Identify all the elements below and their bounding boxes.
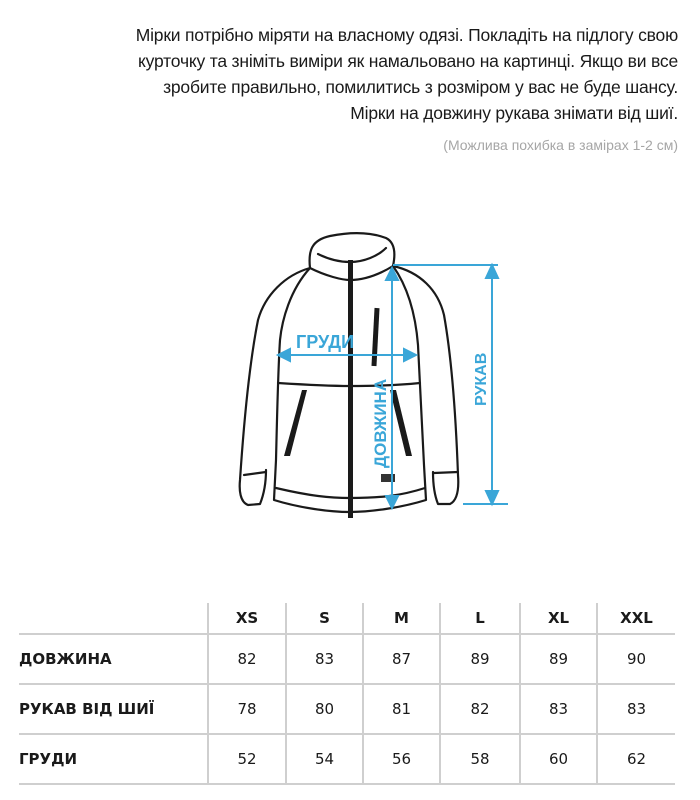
instructions-line: Мірки на довжину рукава знімати від шиї. (350, 103, 678, 123)
left-cuff (244, 472, 266, 475)
table-cell: 87 (363, 634, 440, 684)
table-cell: 82 (208, 634, 286, 684)
jacket-illustration (230, 220, 530, 530)
table-cell: 89 (520, 634, 597, 684)
table-row-length (19, 634, 675, 684)
size-header-xl: XL (520, 603, 597, 634)
size-header-l: L (440, 603, 520, 634)
table-cell: 60 (520, 734, 597, 784)
size-chart-table (19, 603, 675, 785)
table-cell: 62 (597, 734, 675, 784)
sleeve-label: РУКАВ (473, 352, 490, 406)
table-cell: 81 (363, 684, 440, 734)
right-cuff (434, 472, 458, 473)
row-label: ДОВЖИНА (19, 634, 208, 684)
row-label: ГРУДИ (19, 734, 208, 784)
size-header-s: S (286, 603, 363, 634)
table-row-chest (19, 734, 675, 784)
left-body-outline (274, 268, 350, 512)
size-header-xxl: XXL (597, 603, 675, 634)
length-label: ДОВЖИНА (371, 378, 390, 468)
chest-arrow-right-icon (404, 349, 416, 361)
instructions-line: Мірки потрібно міряти на власному одязі. Покладіть на підлогу свою (135, 25, 678, 45)
chest-label: ГРУДИ (296, 332, 355, 352)
instructions-text (38, 22, 678, 126)
chest-pocket-zipper (371, 308, 379, 366)
measurement-tolerance-note: (Можлива похибка в замірах 1-2 см) (443, 137, 678, 153)
jacket-measurement-diagram (230, 220, 530, 530)
size-header-xs: XS (208, 603, 286, 634)
table-cell: 89 (440, 634, 520, 684)
table-cell: 58 (440, 734, 520, 784)
center-zipper (348, 260, 353, 518)
row-label: РУКАВ ВІД ШИЇ (19, 684, 208, 734)
instructions-line: зробите правильно, помилитись з розміром у вас не буде шансу. (163, 77, 678, 97)
right-pocket-zipper (390, 390, 412, 456)
sleeve-arrow-up-icon (486, 265, 498, 278)
table-cell: 83 (520, 684, 597, 734)
header-corner (19, 603, 208, 634)
instructions-line: курточку та зніміть виміри як намальовано на картинці. Якщо ви все (138, 51, 678, 71)
table-cell: 52 (208, 734, 286, 784)
table-cell: 82 (440, 684, 520, 734)
left-pocket-zipper (284, 390, 307, 456)
collar-inner (318, 248, 386, 262)
table-cell: 83 (597, 684, 675, 734)
table-header-row (19, 603, 675, 634)
table-cell: 54 (286, 734, 363, 784)
table-row-sleeve (19, 684, 675, 734)
table-cell: 56 (363, 734, 440, 784)
size-header-m: M (363, 603, 440, 634)
table-cell: 78 (208, 684, 286, 734)
table-cell: 83 (286, 634, 363, 684)
table-cell: 80 (286, 684, 363, 734)
table-cell: 90 (597, 634, 675, 684)
sleeve-arrow-down-icon (486, 491, 498, 504)
